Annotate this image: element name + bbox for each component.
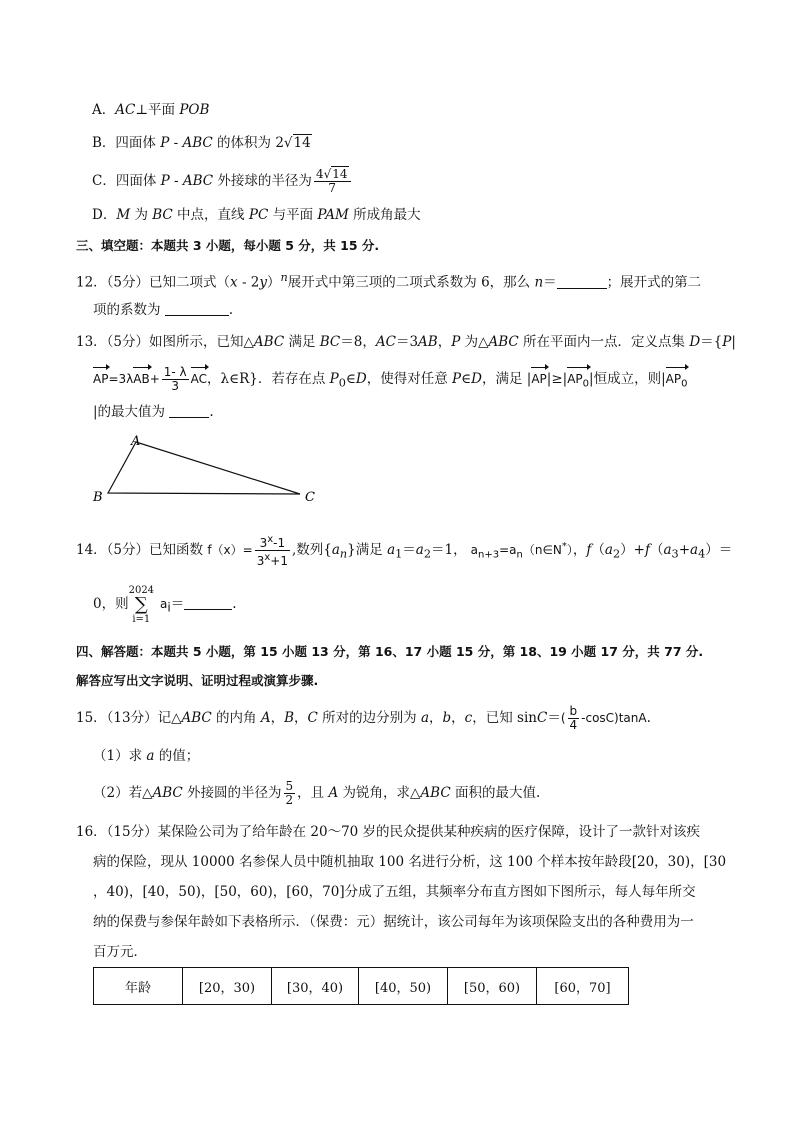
section-heading-solutions: 四、解答题：本题共 5 小题，第 15 小题 13 分，第 16、17 小题 15 分，第 18、19 小题 17 分，共 77 分. [76, 644, 704, 659]
answer-blank[interactable] [169, 403, 209, 418]
table-cell: [50，60) [448, 968, 537, 1005]
option-label: C． [92, 173, 116, 189]
answer-blank[interactable] [557, 274, 607, 289]
vector-ap: AP [531, 369, 546, 389]
question-13-line-1: 13．（5分）如图所示，已知△ABC 满足 BC＝8，AC＝3AB，P 为△ABC 所在平面内一点．定义点集 D＝{P| [76, 334, 736, 350]
option-label: A． [92, 102, 116, 118]
question-16-line-2: 病的保险，现从 10000 名参保人员中随机抽取 100 名进行分析，这 100 个样本按年龄段[20，30)，[30 [93, 854, 727, 870]
table-row [94, 968, 629, 1005]
question-14-line-1: 14．（5分）已知函数 f（x）= $\frac{3^x-1}{3^x+1}$ ,数列$\{a_n\}$满足 $a_1=a_2=1$， $a_{n+3}=a_n(n\in N^*)$，$f(a_2)+f(a_3+a_4)=$ [76, 534, 733, 568]
vertex-label-a: A [131, 434, 141, 449]
fraction: $\frac{1- \lambda}{3}$ [163, 365, 187, 393]
table-cell: [20，30) [183, 968, 272, 1005]
question-12-line-1: 12．（5分）已知二项式（x - 2y）$^n$展开式中第三项的二项式系数为 6，那么 n＝ ；展开式的第二 [76, 271, 702, 291]
option-c: C．四面体 P - ABC 外接球的半径为 $\frac{4√14}{7}$ [92, 168, 353, 195]
fraction: $\frac{5}{2}$ [285, 779, 294, 807]
section-heading-fill-in: 三、填空题：本题共 3 小题，每小题 5 分，共 15 分. [76, 238, 380, 253]
table-cell: [40，50) [359, 968, 448, 1005]
question-13-line-3: |的最大值为 . [93, 404, 214, 420]
triangle-abc [108, 442, 300, 494]
vector-ab: AB [133, 369, 149, 389]
question-12-line-2: 项的系数为 . [93, 302, 234, 318]
answer-blank[interactable] [165, 301, 229, 316]
vector-ac: AC [191, 369, 207, 389]
triangle-figure [88, 430, 328, 508]
summation: 2024 ∑ i=1 [128, 584, 155, 625]
answer-blank[interactable] [184, 595, 232, 610]
radicand: 14 [293, 135, 311, 151]
question-15-line-1: 15．（13分）记△ABC 的内角 A，B，C 所对的边分别为 a，b，c，已知 sinC＝( $\frac{b}{4}$ -cosC)tanA. [76, 704, 651, 732]
fraction: $\frac{b}{4}$ [569, 704, 578, 732]
vector-ap0: $AP_0$ [567, 369, 589, 394]
vertex-label-c: C [305, 490, 315, 505]
option-label: B． [92, 135, 116, 151]
option-a: A．AC⊥平面 POB [92, 102, 210, 118]
question-14-line-2: 0，则 2024 ∑ i=1 $a_i=$ . [93, 584, 237, 625]
table-cell: [30，40) [272, 968, 359, 1005]
question-16-line-3: ，40)，[40，50)，[50，60)，[60，70]分成了五组，其频率分布直方图如下图所示，每人每年所交 [93, 884, 696, 900]
question-16-line-5: 百万元． [93, 944, 147, 960]
vertex-label-b: B [93, 490, 103, 505]
question-16-line-4: 纳的保费与参保年龄如下表格所示．（保费：元）据统计，该公司每年为该项保险支出的各种费用为一 [93, 914, 694, 930]
vector-ap0: $AP_0$ [666, 369, 688, 394]
question-15-part-2: （2）若△ABC 外接圆的半径为 $\frac{5}{2}$ ，且 A 为锐角，求△ABC 面积的最大值. [93, 779, 541, 807]
recurrence: $a_{n+3}=a_n(n\in N^*)$ [470, 541, 573, 561]
option-b: B．四面体 P - ABC 的体积为 2√14 [92, 135, 311, 151]
section-subheading: 解答应写出文字说明、证明过程或演算步骤. [76, 673, 319, 688]
fraction: $\frac{4√14}{7}$ [314, 168, 351, 195]
fraction: $\frac{3^x-1}{3^x+1}$ [256, 534, 288, 568]
option-label: D． [92, 207, 117, 223]
table-header-cell: 年龄 [94, 968, 183, 1005]
age-premium-table [93, 967, 629, 1005]
question-13-line-2: AP=3λAB+ $\frac{1- \lambda}{3}$ AC，λ∈R}．若存在点 $P_0\in D$，使得对任意 P∈D，满足 $|AP|\ge|AP_0|$恒成立，则$|AP_0$ [93, 365, 688, 393]
option-d: D．M 为 BC 中点，直线 PC 与平面 PAM 所成角最大 [92, 207, 421, 223]
table-cell: [60，70] [537, 968, 629, 1005]
question-15-part-1: （1）求 a 的值； [93, 748, 200, 764]
question-16-line-1: 16．（15分）某保险公司为了给年龄在 20～70 岁的民众提供某种疾病的医疗保障，设计了一款针对该疾 [76, 824, 701, 840]
vector-ap: AP [93, 369, 108, 389]
